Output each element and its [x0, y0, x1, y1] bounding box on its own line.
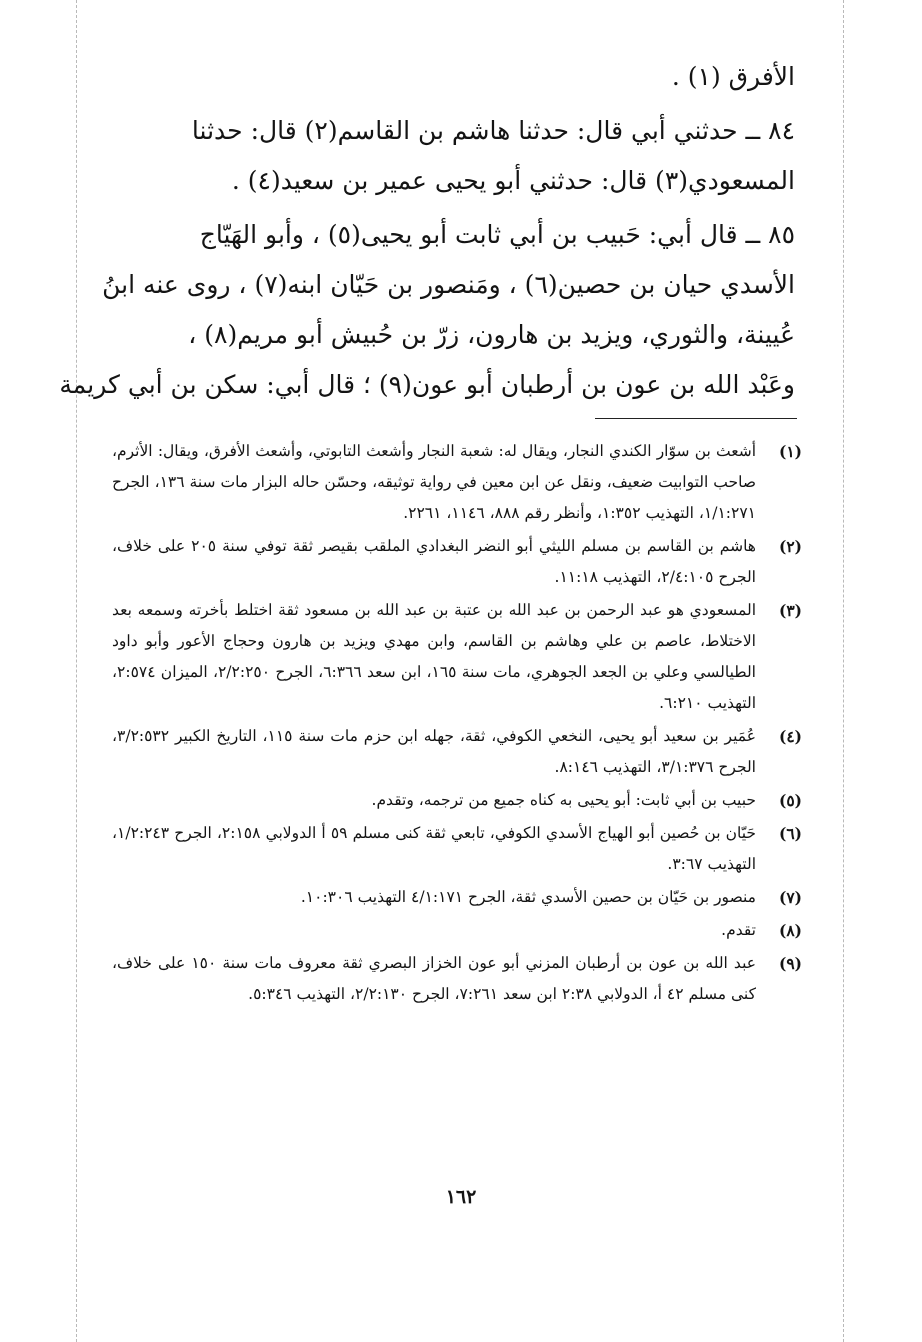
- footnote-number: (١): [778, 442, 802, 461]
- footnote-number: (٣): [778, 601, 802, 620]
- footnote: [112, 915, 802, 946]
- footnote-text: أشعث بن سوّار الكندي النجار، ويقال له: شعبة النجار وأشعث التابوتي، وأشعث الأفرق، ويقال: الأثرم، صاحب التوابيت ضعيف، ونقل عن ابن معين في رواية توثيقه، وحسّن حاله البزار مات سنة ١٣٦، الجرح ١/١:٢٧١، التهذيب ١:٣٥٢، وأنظر رقم ٨٨٨، ١١٤٦، ٢٢٦١.: [112, 442, 756, 522]
- page-number: ١٦٢: [445, 1186, 477, 1208]
- main-line-7: وعَبْد الله بن عون بن أرطبان أبو عون(٩) ؛ قال أبي: سكن بن أبي كريمة: [59, 370, 795, 399]
- footnote-number: (٥): [778, 791, 802, 810]
- footnote: [112, 721, 802, 783]
- footnote: [112, 531, 802, 593]
- page-edge-left: [76, 0, 77, 1342]
- footnote-text: هاشم بن القاسم بن مسلم الليثي أبو النضر البغدادي الملقب بقيصر ثقة توفي سنة ٢٠٥ على خلاف، الجرح ٢/٤:١٠٥، التهذيب ١١:١٨.: [112, 537, 756, 586]
- footnote-number: (٦): [778, 824, 802, 843]
- footnote: [112, 948, 802, 1010]
- footnote-text: عبد الله بن عون بن أرطبان المزني أبو عون الخزاز البصري ثقة معروف مات سنة ١٥٠ على خلاف، كنى مسلم ٤٢ أ، الدولابي ٢:٣٨ ابن سعد ٧:٢٦١، الجرح ٢/٢:١٣٠، التهذيب ٥:٣٤٦.: [112, 954, 756, 1003]
- main-line-6: عُيينة، والثوري، ويزيد بن هارون، زرّ بن حُبيش أبو مريم(٨) ،: [188, 320, 795, 349]
- footnote-text: حَيّان بن حُصين أبو الهياج الأسدي الكوفي، تابعي ثقة كنى مسلم ٥٩ أ الدولابي ٢:١٥٨، الجرح ١/٢:٢٤٣، التهذيب ٣:٦٧.: [112, 824, 756, 873]
- page-edge-right: [843, 0, 844, 1342]
- footnote-number: (٤): [778, 727, 802, 746]
- footnote: [112, 818, 802, 880]
- footnote: [112, 882, 802, 913]
- footnote-number: (٩): [778, 954, 802, 973]
- footnote-text: حبيب بن أبي ثابت: أبو يحيى به كناه جميع من ترجمه، وتقدم.: [371, 791, 756, 809]
- footnote-text: المسعودي هو عبد الرحمن بن عبد الله بن عتبة بن عبد الله بن مسعود ثقة اختلط بأخرته وسمعه بعد الاختلاط، عاصم بن علي وهاشم بن القاسم، وابن مهدي ويزيد بن هارون وحجاج الأعور وأبو داود الطيالسي وعلي بن الجعد الجوهري، مات سنة ١٦٥، ابن سعد ٦:٣٦٦، الجرح ٢/٢:٢٥٠، الميزان ٢:٥٧٤، التهذيب ٦:٢١٠.: [112, 601, 756, 712]
- footnote: [112, 595, 802, 719]
- footnote-number: (٧): [778, 888, 802, 907]
- main-line-3: المسعودي(٣) قال: حدثني أبو يحيى عمير بن سعيد(٤) .: [231, 166, 795, 195]
- main-line-5: الأسدي حيان بن حصين(٦) ، ومَنصور بن حَيّان ابنه(٧) ، روى عنه ابنُ: [102, 270, 795, 299]
- footnote-separator: [595, 418, 797, 419]
- footnote-number: (٨): [778, 921, 802, 940]
- main-line-2: ٨٤ ــ حدثني أبي قال: حدثنا هاشم بن القاسم(٢) قال: حدثنا: [191, 116, 795, 145]
- main-line-4: ٨٥ ــ قال أبي: حَبيب بن أبي ثابت أبو يحيى(٥) ، وأبو الهَيّاج: [199, 220, 795, 249]
- footnotes: [112, 436, 802, 1012]
- footnote: [112, 436, 802, 529]
- footnote-text: منصور بن حَيّان بن حصين الأسدي ثقة، الجرح ٤/١:١٧١ التهذيب ١٠:٣٠٦.: [300, 888, 756, 906]
- footnote-text: عُمَير بن سعيد أبو يحيى، النخعي الكوفي، ثقة، جهله ابن حزم مات سنة ١١٥، التاريخ الكبير ٣/٢:٥٣٢، الجرح ٣/١:٣٧٦، التهذيب ٨:١٤٦.: [112, 727, 756, 776]
- main-line-1: الأفرق (١) .: [671, 62, 795, 91]
- footnote-number: (٢): [778, 537, 802, 556]
- footnote: [112, 785, 802, 816]
- main-text: [59, 52, 795, 410]
- footnote-text: تقدم.: [721, 921, 756, 939]
